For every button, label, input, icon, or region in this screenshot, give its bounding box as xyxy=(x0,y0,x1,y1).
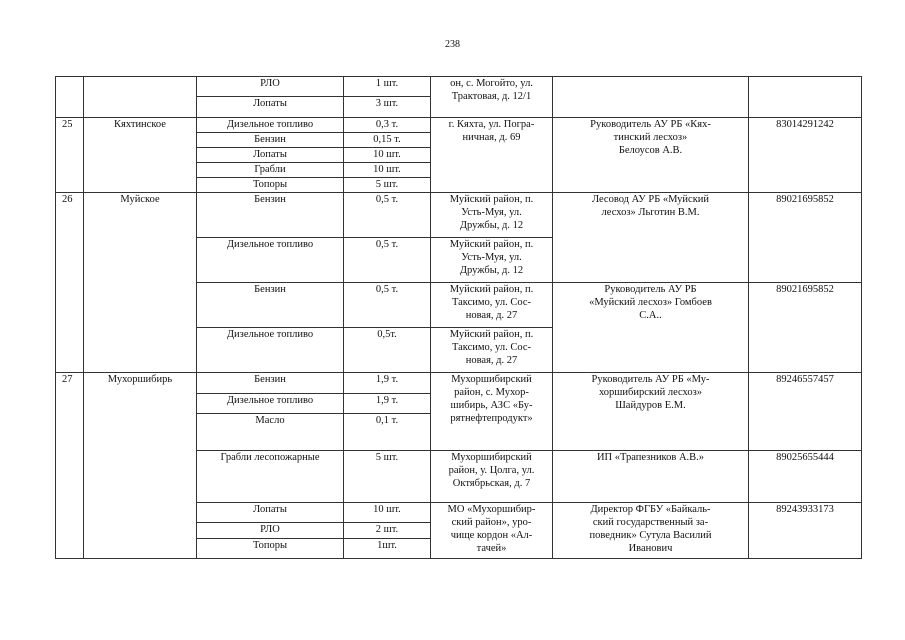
phone-cell xyxy=(749,77,862,118)
district-cell xyxy=(84,77,197,118)
row-number: 25 xyxy=(56,118,84,193)
address-cell: Муйский район, п. Усть-Муя, ул. Дружбы, д. 12 xyxy=(431,238,553,283)
responsible-cell: ИП «Трапезников А.В.» xyxy=(553,451,749,503)
phone-cell: 89021695852 xyxy=(749,193,862,283)
address-cell: Муйский район, п. Таксимо, ул. Сос- новая, д. 27 xyxy=(431,328,553,373)
item-qty: 0,1 т. xyxy=(344,414,431,451)
address-cell: Мухоршибирский район, у. Цолга, ул. Октябрьская, д. 7 xyxy=(431,451,553,503)
item-name: Дизельное топливо xyxy=(197,238,344,283)
item-qty: 5 шт. xyxy=(344,451,431,503)
responsible-cell: Руководитель АУ РБ «Кях- тинский лесхоз» Белоусов А.В. xyxy=(553,118,749,193)
item-qty: 5 шт. xyxy=(344,178,431,193)
item-qty: 0,5 т. xyxy=(344,283,431,328)
phone-cell: 83014291242 xyxy=(749,118,862,193)
district-name: Мухоршибирь xyxy=(84,373,197,559)
phone-cell: 89246557457 xyxy=(749,373,862,451)
phone-cell: 89243933173 xyxy=(749,503,862,559)
item-name: Дизельное топливо xyxy=(197,328,344,373)
item-name: Лопаты xyxy=(197,97,344,118)
item-qty: 10 шт. xyxy=(344,503,431,523)
item-name: Лопаты xyxy=(197,148,344,163)
item-name: Бензин xyxy=(197,193,344,238)
address-cell: он, с. Могойто, ул. Трактовая, д. 12/1 xyxy=(431,77,553,118)
item-name: Топоры xyxy=(197,539,344,559)
table-row xyxy=(56,193,862,238)
address-cell: Муйский район, п. Таксимо, ул. Сос- новая, д. 27 xyxy=(431,283,553,328)
table-row xyxy=(56,118,862,133)
item-qty: 3 шт. xyxy=(344,97,431,118)
address-cell: г. Кяхта, ул. Погра- ничная, д. 69 xyxy=(431,118,553,193)
row-number: 27 xyxy=(56,373,84,559)
item-qty: 1шт. xyxy=(344,539,431,559)
address-cell: Мухоршибирский район, с. Мухор- шибирь, АЗС «Бу- рятнефтепродукт» xyxy=(431,373,553,451)
address-cell: МО «Мухоршибир- ский район», уро- чище кордон «Ал- тачей» xyxy=(431,503,553,559)
item-name: РЛО xyxy=(197,523,344,539)
item-name: Топоры xyxy=(197,178,344,193)
phone-cell: 89025655444 xyxy=(749,451,862,503)
item-qty: 0,5 т. xyxy=(344,193,431,238)
item-qty: 1,9 т. xyxy=(344,394,431,414)
address-cell: Муйский район, п. Усть-Муя, ул. Дружбы, д. 12 xyxy=(431,193,553,238)
item-name: Масло xyxy=(197,414,344,451)
responsible-cell: Лесовод АУ РБ «Муйский лесхоз» Льготин В.М. xyxy=(553,193,749,283)
item-name: Бензин xyxy=(197,373,344,394)
item-name: Грабли xyxy=(197,163,344,178)
item-qty: 1 шт. xyxy=(344,77,431,97)
num-cell xyxy=(56,77,84,118)
responsible-cell: Директор ФГБУ «Байкаль- ский государственный за- поведник» Сутула Василий Иванович xyxy=(553,503,749,559)
district-name: Муйское xyxy=(84,193,197,373)
item-qty: 0,15 т. xyxy=(344,133,431,148)
responsible-cell: Руководитель АУ РБ «Му- хоршибирский лесхоз» Шайдуров Е.М. xyxy=(553,373,749,451)
item-qty: 10 шт. xyxy=(344,148,431,163)
item-name: Бензин xyxy=(197,133,344,148)
table-row xyxy=(56,373,862,394)
item-name: РЛО xyxy=(197,77,344,97)
item-qty: 1,9 т. xyxy=(344,373,431,394)
item-name: Дизельное топливо xyxy=(197,394,344,414)
resources-table xyxy=(55,76,862,559)
item-qty: 2 шт. xyxy=(344,523,431,539)
item-name: Бензин xyxy=(197,283,344,328)
phone-cell: 89021695852 xyxy=(749,283,862,373)
item-qty: 0,3 т. xyxy=(344,118,431,133)
item-name: Грабли лесопожарные xyxy=(197,451,344,503)
item-qty: 0,5т. xyxy=(344,328,431,373)
responsible-cell: Руководитель АУ РБ «Муйский лесхоз» Гомбоев С.А.. xyxy=(553,283,749,373)
item-name: Дизельное топливо xyxy=(197,118,344,133)
page-number: 238 xyxy=(445,39,460,50)
responsible-cell xyxy=(553,77,749,118)
row-number: 26 xyxy=(56,193,84,373)
item-qty: 10 шт. xyxy=(344,163,431,178)
table-row xyxy=(56,77,862,97)
district-name: Кяхтинское xyxy=(84,118,197,193)
item-qty: 0,5 т. xyxy=(344,238,431,283)
item-name: Лопаты xyxy=(197,503,344,523)
